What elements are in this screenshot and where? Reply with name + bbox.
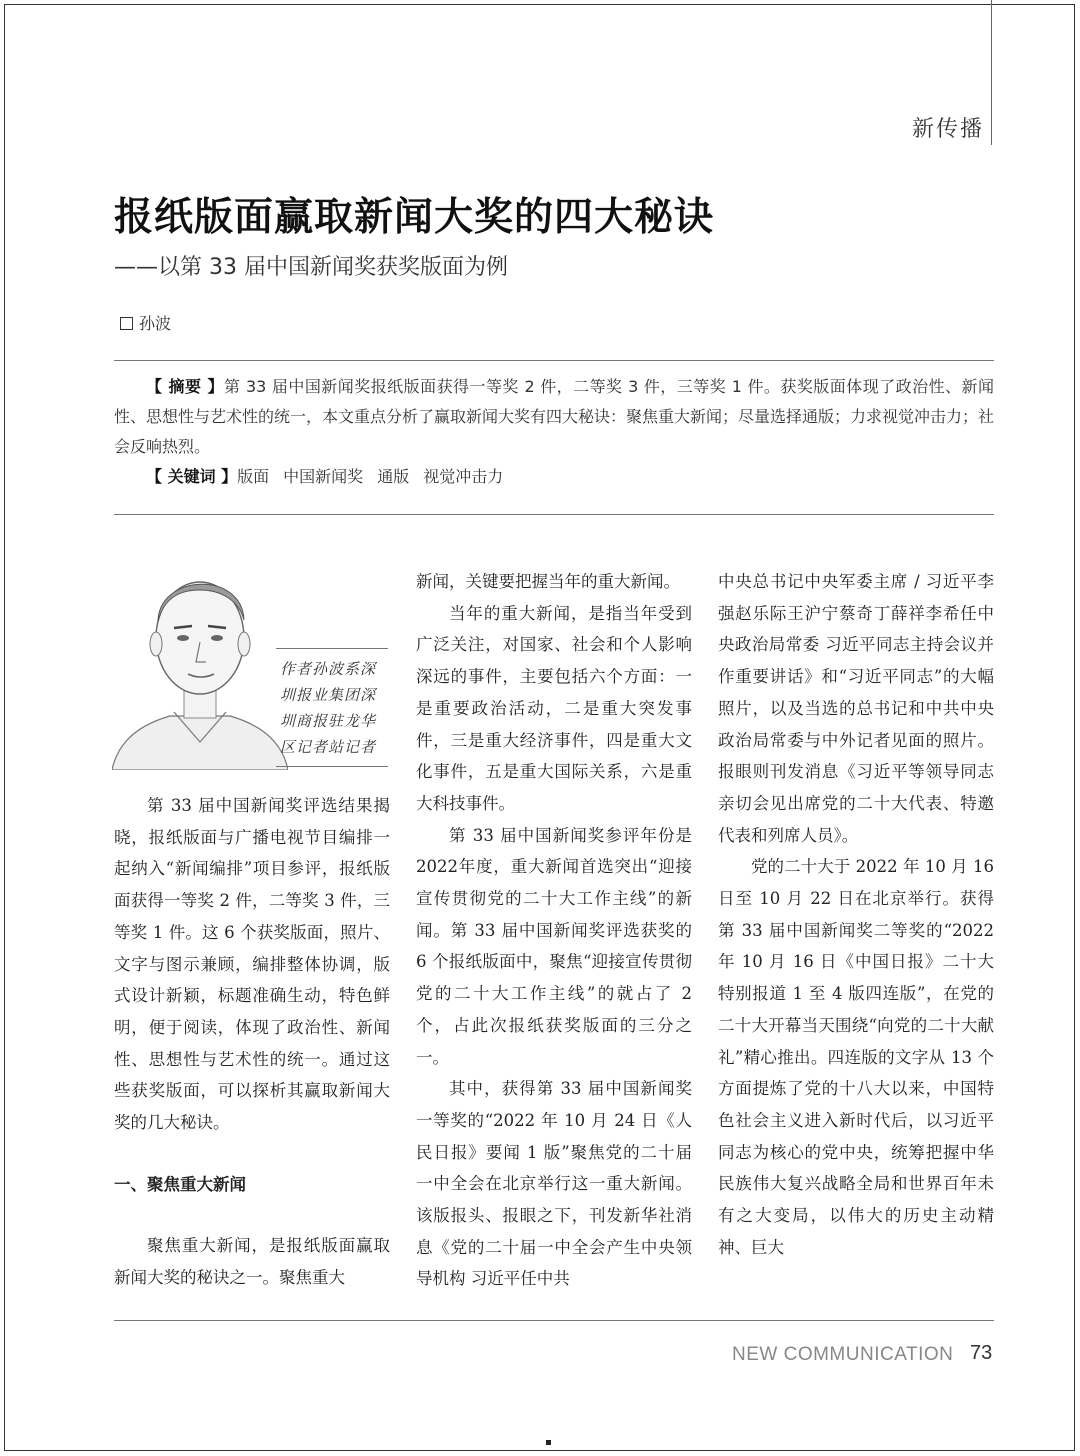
body-column-2	[416, 566, 692, 1295]
abstract-top-rule	[114, 360, 994, 361]
keywords-label: 【 关键词 】	[146, 467, 238, 486]
caption-bottom-rule	[276, 766, 388, 767]
section-tag: 新传播	[911, 117, 984, 142]
abstract-block	[114, 372, 994, 492]
keyword-item: 版面	[237, 467, 270, 486]
body-paragraph: 聚焦重大新闻，是报纸版面赢取新闻大奖的秘诀之一。聚焦重大	[114, 1236, 390, 1288]
publication-name: NEW COMMUNICATION	[732, 1344, 954, 1365]
caption-top-rule	[276, 648, 388, 649]
body-paragraph: 新闻，关键要把握当年的重大新闻。	[416, 572, 680, 591]
body-paragraph: 中央总书记中央军委主席 / 习近平李强赵乐际王沪宁蔡奇丁薛祥李希任中央政治局常委 习近平同志主持会议并作重要讲话》和“习近平同志”的大幅照片，以及当选的总书记和中共中央政治局常委与中外记者见面的照片。报眼则刊发消息《习近平等领导同志亲切会见出席党的二十大代表、特邀代表和列席人员》。	[718, 572, 994, 845]
keyword-item: 视觉冲击力	[423, 467, 504, 486]
footer-rule	[114, 1320, 994, 1321]
section-heading: 一、聚焦重大新闻	[114, 1174, 246, 1194]
abstract-bottom-rule	[114, 514, 994, 515]
abstract-paragraph	[114, 372, 994, 462]
author-portrait	[112, 544, 288, 770]
author-byline	[120, 311, 171, 334]
body-paragraph: 第 33 届中国新闻奖参评年份是2022年度，重大新闻首选突出“迎接宣传贯彻党的二十大工作主线”的新闻。第 33 届中国新闻奖评选获奖的 6 个报纸版面中，聚焦“迎接宣传贯彻党的二十大工作主线”的就占了 2 个，占此次报纸获奖版面的三分之一。	[416, 825, 692, 1067]
author-name: 孙波	[139, 314, 172, 333]
body-column-1	[114, 790, 390, 1294]
article-subtitle: ——以第 33 届中国新闻奖获奖版面为例	[114, 255, 508, 280]
page-number: 73	[970, 1342, 993, 1364]
keyword-item: 中国新闻奖	[283, 467, 364, 486]
body-paragraph: 党的二十大于 2022 年 10 月 16 日至 10 月 22 日在北京举行。获得第 33 届中国新闻奖二等奖的“2022 年 10 月 16 日《中国日报》二十大特别报道 1 至 4 版四连版”，在党的二十大开幕当天围绕“向党的二十大献礼”精心推出。四连版的文字从 13 个方面提炼了党的十八大以来，中国特色社会主义进入新时代后，以习近平同志为核心的党中央，统筹把握中华民族伟大复兴战略全局和世界百年未有之大变局，以伟大的历史主动精神、巨大	[718, 857, 994, 1257]
body-paragraph: 第 33 届中国新闻奖评选结果揭晓，报纸版面与广播电视节目编排一起纳入“新闻编排”项目参评，报纸版面获得一等奖 2 件，二等奖 3 件，三等奖 1 件。这 6 个获奖版面，照片、文字与图示兼顾，编排整体协调，版式设计新颖，标题准确生动，特色鲜明，便于阅读，体现了政治性、新闻性、思想性与艺术性的统一。通过这些获奖版面，可以探析其赢取新闻大奖的几大秘诀。	[114, 796, 390, 1133]
bottom-dot	[546, 1440, 551, 1445]
article-title: 报纸版面赢取新闻大奖的四大秘诀	[114, 194, 715, 240]
author-box-icon	[120, 317, 133, 330]
body-paragraph: 当年的重大新闻，是指当年受到广泛关注，对国家、社会和个人影响深远的事件，主要包括六个方面：一是重要政治活动，二是重大突发事件，三是重大经济事件，四是重大文化事件，五是重大国际关系，六是重大科技事件。	[416, 603, 692, 813]
corner-line	[991, 0, 992, 145]
abstract-label: 【 摘要 】	[146, 377, 224, 396]
abstract-text: 第 33 届中国新闻奖报纸版面获得一等奖 2 件，二等奖 3 件，三等奖 1 件。获奖版面体现了政治性、新闻性、思想性与艺术性的统一，本文重点分析了赢取新闻大奖有四大秘诀：聚焦重大新闻；尽量选择通版；力求视觉冲击力；社会反响热烈。	[114, 377, 995, 456]
keywords-line	[114, 462, 994, 492]
photo-caption: 作者孙波系深圳报业集团深圳商报驻龙华区记者站记者	[280, 660, 377, 756]
body-paragraph: 其中，获得第 33 届中国新闻奖一等奖的“2022 年 10 月 24 日《人民日报》要闻 1 版”聚焦党的二十届一中全会在北京举行这一重大新闻。该版报头、报眼之下，刊发新华社消息《党的二十届一中全会产生中央领导机构 习近平任中共	[416, 1079, 692, 1289]
body-column-3	[718, 566, 994, 1263]
keyword-item: 通版	[377, 467, 410, 486]
